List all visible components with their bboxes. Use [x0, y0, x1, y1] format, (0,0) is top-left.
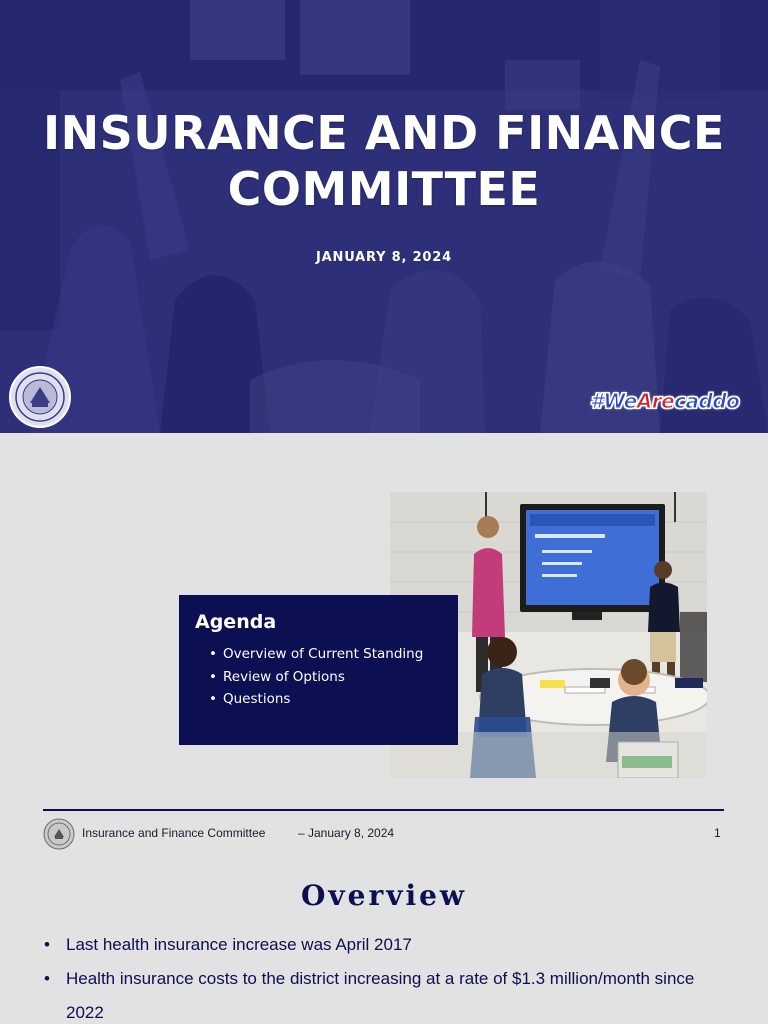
parish-seal-icon	[8, 365, 72, 429]
overview-bullet-text: Last health insurance increase was April 2017	[66, 935, 412, 954]
agenda-heading: Agenda	[195, 611, 277, 633]
hashtag-suffix: caddo	[674, 389, 740, 413]
slide-date: JANUARY 8, 2024	[316, 250, 452, 265]
footer-divider	[43, 809, 724, 811]
agenda-item	[209, 643, 442, 666]
title-line-2: COMMITTEE	[227, 162, 541, 216]
agenda-item-label: Review of Options	[223, 668, 345, 685]
bullet-icon: •	[209, 691, 217, 707]
hashtag-prefix: #We	[590, 389, 637, 413]
hashtag-middle: Are	[636, 389, 675, 413]
overview-bullet-text: Health insurance costs to the district increasing at a rate of $1.3 million/month since 2022	[66, 969, 695, 1022]
overview-bullet	[44, 928, 724, 962]
footer-date: – January 8, 2024	[298, 826, 395, 840]
bullet-icon: •	[44, 935, 50, 954]
overview-title: Overview	[300, 879, 468, 912]
parish-seal-icon	[43, 818, 75, 850]
overview-list	[44, 928, 724, 1024]
bullet-icon: •	[209, 668, 217, 685]
agenda-list	[195, 643, 442, 711]
title-slide	[0, 0, 768, 433]
bullet-icon: •	[209, 646, 217, 662]
page-number: 1	[714, 826, 721, 840]
agenda-box	[179, 595, 458, 745]
agenda-item	[209, 666, 442, 689]
we-are-caddo-logo	[590, 386, 739, 416]
agenda-item	[209, 688, 442, 711]
agenda-item-label: Overview of Current Standing	[223, 646, 424, 662]
overview-bullet	[44, 962, 724, 1024]
slide-title	[0, 105, 768, 217]
footer-title: Insurance and Finance Committee	[82, 826, 266, 840]
bullet-icon: •	[44, 969, 50, 988]
agenda-item-label: Questions	[223, 691, 291, 707]
title-line-1: INSURANCE AND FINANCE	[43, 106, 725, 160]
